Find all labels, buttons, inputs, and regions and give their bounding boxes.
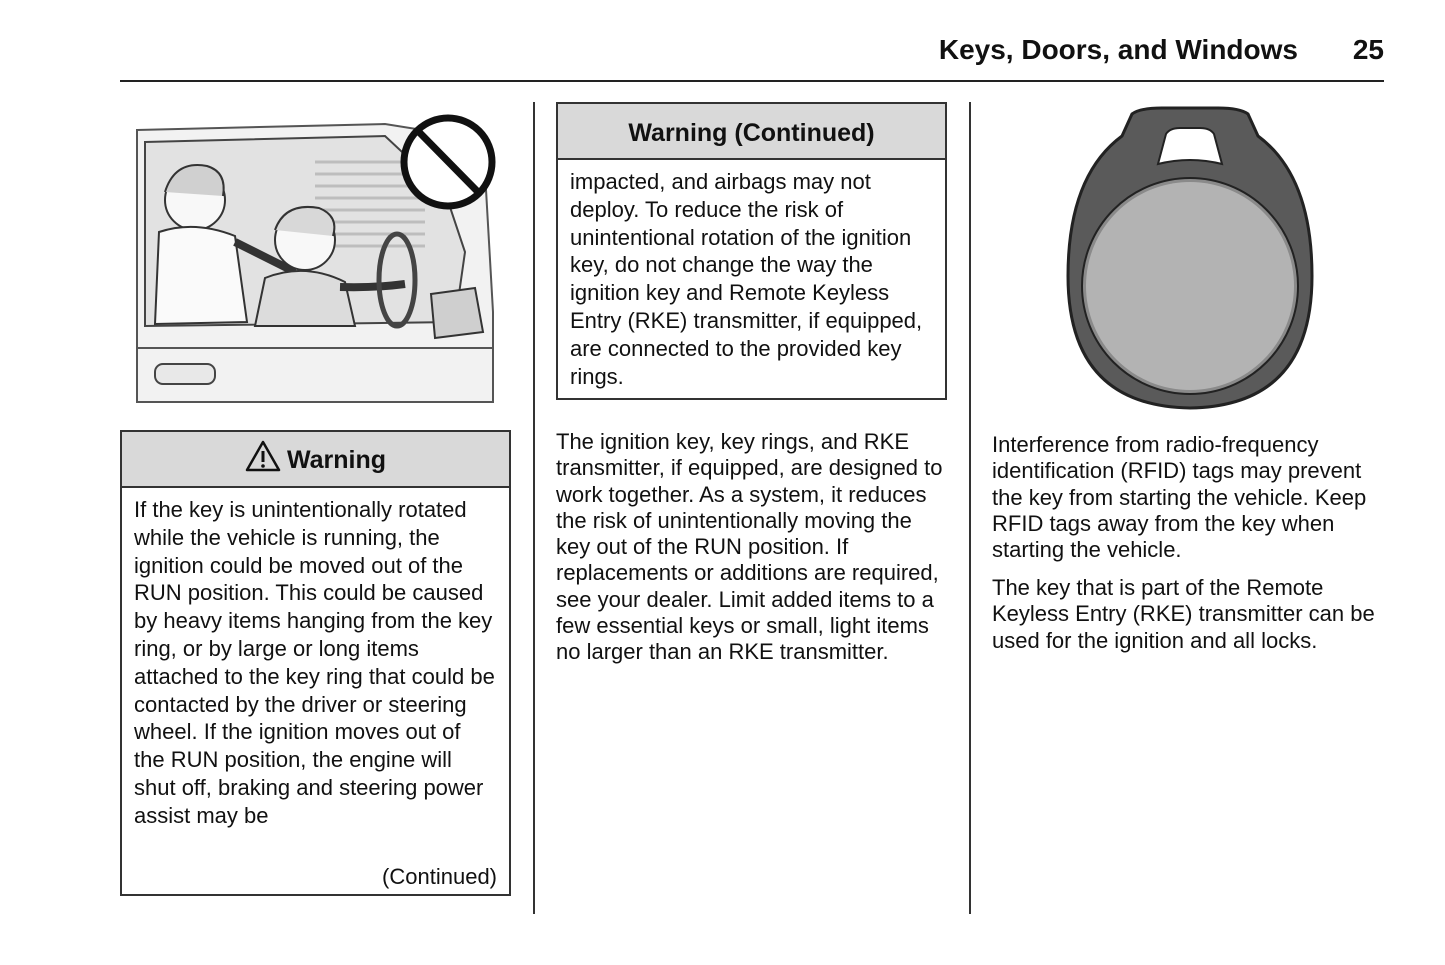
warning-continued-text: impacted, and airbags may not deploy. To reduce the risk of unintentional rotation of the ignition key, do not change the way the ignition key and Remote Keyless Entry (RKE) transmitter, if equipped, are connected to the provided key rings. [570, 169, 923, 389]
warning-header [122, 432, 509, 488]
key-ring-paragraph: The ignition key, key rings, and RKE transmitter, if equipped, are designed to work together. As a system, it reduces the risk of unintentionally moving the key out of the RUN position. If replacements or additions are required, see your dealer. Limit added items to a few essential keys or small, light items no larger than an RKE transmitter. [556, 429, 943, 665]
rfid-paragraph: Interference from radio-frequency identification (RFID) tags may prevent the key from starting the vehicle. Keep RFID tags away from the key when starting the vehicle. [992, 432, 1367, 563]
column-divider-right [969, 102, 971, 914]
page-header [120, 30, 1384, 82]
rke-key-paragraph: The key that is part of the Remote Keyless Entry (RKE) transmitter can be used for the ignition and all locks. [992, 575, 1375, 653]
warning-box [120, 430, 511, 896]
warning-continued-header: Warning (Continued) [558, 104, 945, 160]
warning-continued-box [556, 102, 947, 400]
warning-text: If the key is unintentionally rotated while the vehicle is running, the ignition could be moved out of the RUN position. This could be caused by heavy items hanging from the key ring, or by large or long items attached to the key ring that could be contacted by the driver or steering wheel. If the ignition moves out of the RUN position, the engine will shut off, braking and steering power assist may be [134, 497, 495, 828]
continued-label: (Continued) [382, 864, 497, 889]
warning-title: Warning [286, 446, 387, 474]
section-title: Keys, Doors, and Windows [938, 34, 1298, 65]
warning-triangle-icon [245, 440, 281, 472]
page-number: 25 [1352, 34, 1384, 65]
no-children-in-car-prohibited-illustration [135, 112, 497, 404]
column-divider-left [533, 102, 535, 914]
rfid-key-fob-tag-illustration [1062, 106, 1318, 412]
